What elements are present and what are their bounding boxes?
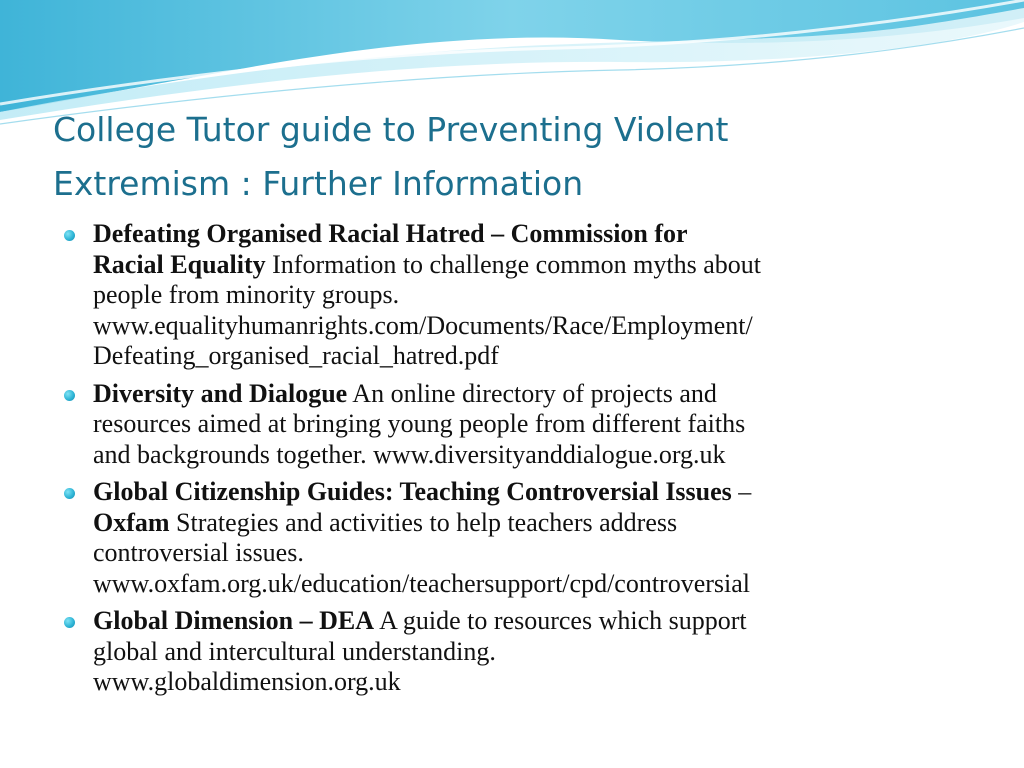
text-line: www.globaldimension.org.uk: [93, 667, 401, 696]
text-line: Defeating Organised Racial Hatred – Commission for: [93, 219, 688, 248]
title-line-2: Extremism : Further Information: [53, 164, 584, 203]
text-line: Defeating_organised_racial_hatred.pdf: [93, 341, 499, 370]
resource-item: [62, 379, 982, 471]
text-line: Oxfam Strategies and activities to help teachers address: [93, 507, 678, 537]
text-line: Racial Equality Information to challenge common myths about: [93, 249, 761, 279]
bullet-dot-icon: [64, 390, 75, 401]
text-line: www.equalityhumanrights.com/Documents/Race/Employment/: [93, 310, 753, 340]
text-line: and backgrounds together. www.diversityanddialogue.org.uk: [93, 439, 726, 469]
resource-item: [62, 219, 982, 372]
text-line: global and intercultural understanding.: [93, 636, 496, 666]
text-line: Global Citizenship Guides: Teaching Controversial Issues –: [93, 477, 752, 506]
resource-list: [62, 219, 982, 705]
title-line-1: College Tutor guide to Preventing Violent: [53, 110, 729, 149]
text-line: people from minority groups.: [93, 280, 400, 309]
text-line: www.oxfam.org.uk/education/teachersupport/cpd/controversial: [93, 568, 751, 598]
text-line: Global Dimension – DEA A guide to resources which support: [93, 606, 747, 635]
bullet-dot-icon: [64, 488, 75, 499]
resource-item: [62, 606, 982, 698]
text-line: controversial issues.: [93, 538, 304, 567]
bullet-dot-icon: [64, 617, 75, 628]
text-line: resources aimed at bringing young people from different faiths: [93, 409, 746, 438]
resource-item: [62, 477, 982, 599]
text-line: Diversity and Dialogue An online directory of projects and: [93, 378, 717, 408]
slide-title: [53, 103, 993, 211]
bullet-dot-icon: [64, 230, 75, 241]
